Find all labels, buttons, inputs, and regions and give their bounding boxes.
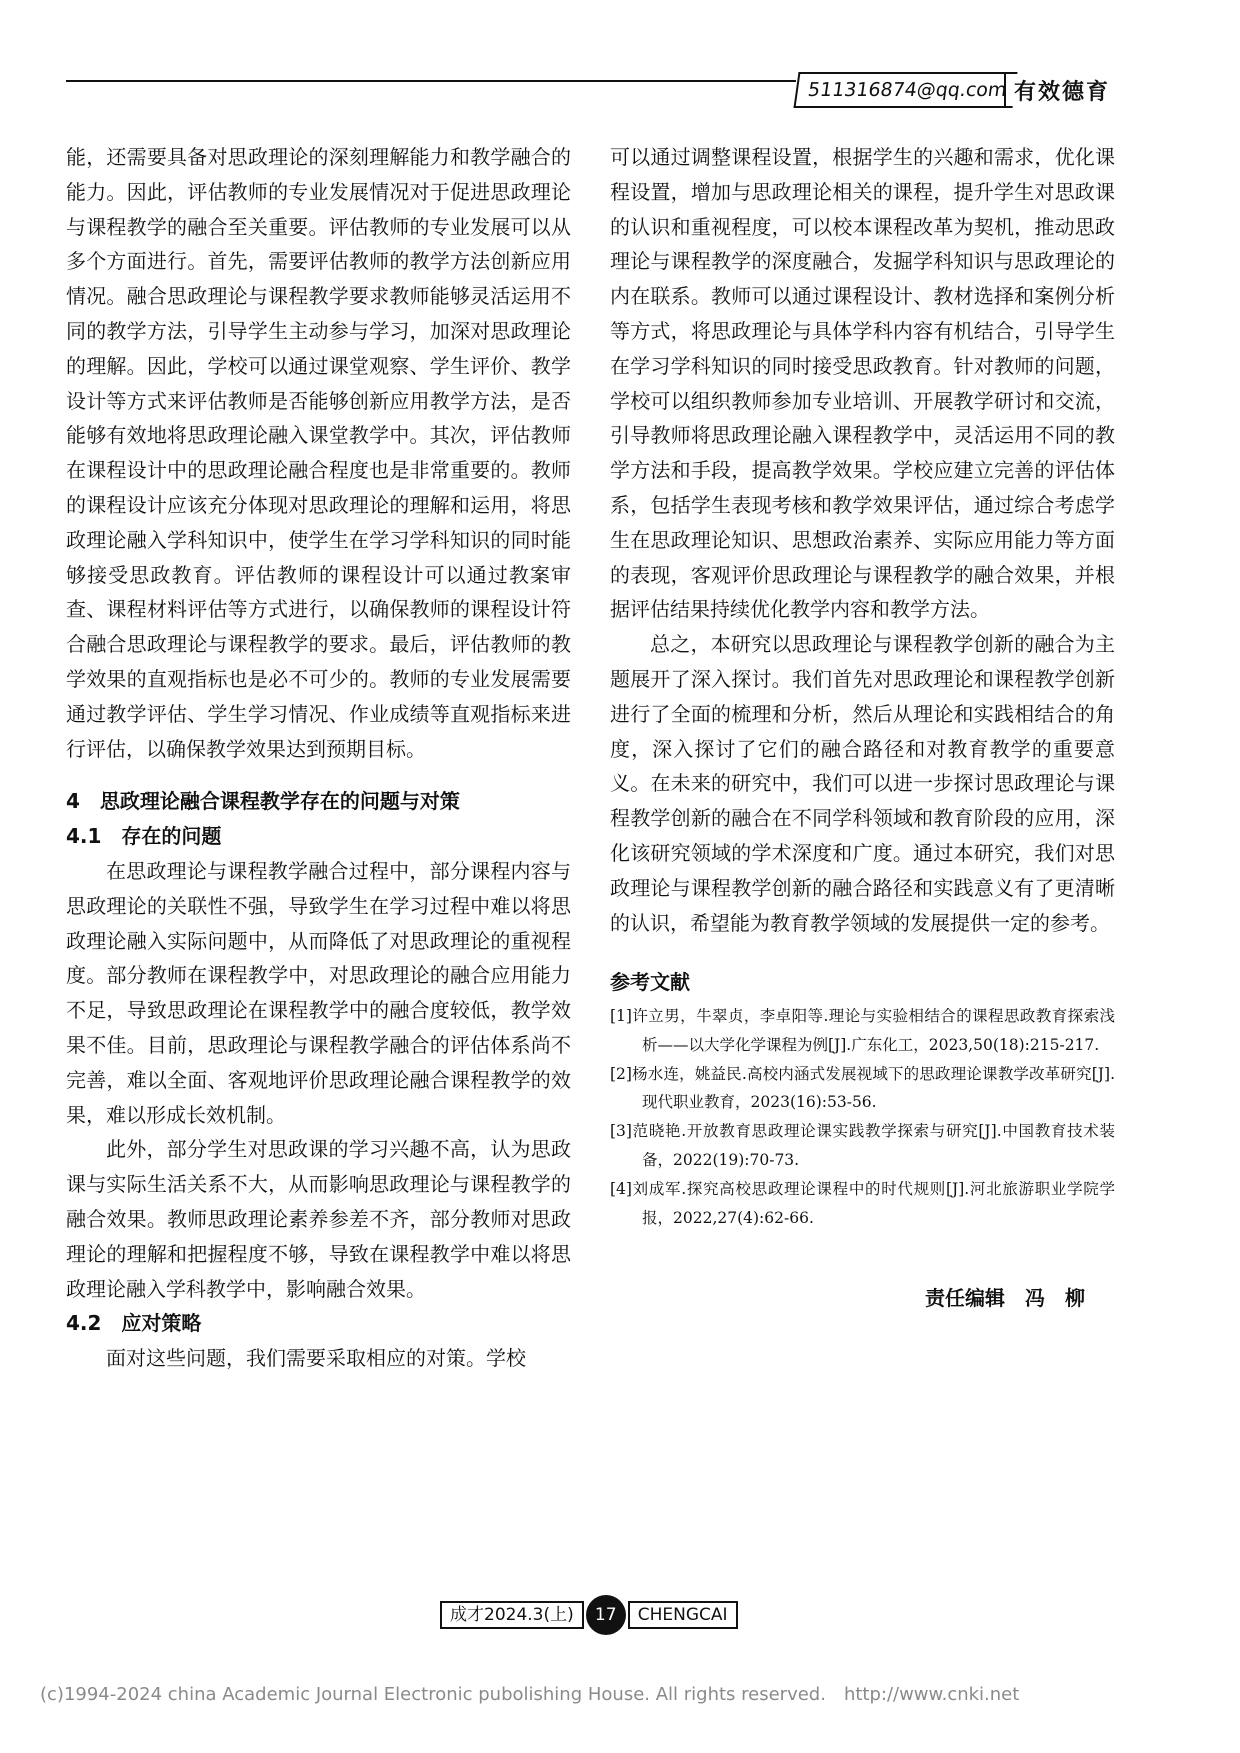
copyright-notice: (c)1994-2024 china Academic Journal Electronic pubolishing House. All rights reserved. http://www.cnki.net — [40, 1684, 1020, 1705]
paragraph: 面对这些问题，我们需要采取相应的对策。学校 — [106, 1346, 526, 1371]
header-rule — [66, 80, 796, 82]
footer-journal-issue: 成才2024.3(上) — [440, 1601, 584, 1629]
references-title: 参考文献 — [610, 970, 690, 994]
responsible-editor: 责任编辑 冯 柳 — [925, 1286, 1085, 1310]
paragraph: 在思政理论与课程教学融合过程中，部分课程内容与思政理论的关联性不强，导致学生在学习过程中难以将思政理论融入实际问题中，从而降低了对思政理论的重视程度。部分教师在课程教学中，对思政理论的融合应用能力不足，导致思政理论在课程教学中的融合度较低，教学效果不佳。目前，思政理论与课程教学融合的评估体系尚不完善，难以全面、客观地评价思政理论融合课程教学的效果，难以形成长效机制。 — [66, 858, 571, 1127]
paragraph: 总之，本研究以思政理论与课程教学创新的融合为主题展开了深入探讨。我们首先对思政理论和课程教学创新进行了全面的梳理和分析，然后从理论和实践相结合的角度，深入探讨了它们的融合路径和对教育教学的重要意义。在未来的研究中，我们可以进一步探讨思政理论与课程教学创新的融合在不同学科领域和教育阶段的应用，深化该研究领域的学术深度和广度。通过本研究，我们对思政理论与课程教学创新的融合路径和实践意义有了更清晰的认识，希望能为教育教学领域的发展提供一定的参考。 — [610, 632, 1115, 935]
page-number: 17 — [586, 1595, 626, 1635]
paragraph: 此外，部分学生对思政课的学习兴趣不高，认为思政课与实际生活关系不大，从而影响思政理论与课程教学的融合效果。教师思政理论素养参差不齐，部分教师对思政理论的理解和把握程度不够，导致在课程教学中难以将思政理论融入学科教学中，影响融合效果。 — [66, 1137, 571, 1301]
right-column — [610, 140, 1115, 940]
subsection-heading: 4.2 应对策略 — [66, 1311, 202, 1336]
subsection-heading: 4.1 存在的问题 — [66, 824, 222, 849]
section-heading: 4 思政理论融合课程教学存在的问题与对策 — [66, 789, 460, 814]
left-column — [66, 140, 571, 1376]
reference-item: [3]范晓艳.开放教育思政理论课实践教学探索与研究[J].中国教育技术装备，2022(19):70-73. — [610, 1122, 1115, 1169]
spacer — [66, 766, 571, 784]
header-brand: 有效德育 — [1004, 74, 1110, 106]
reference-item: [4]刘成军.探究高校思政理论课程中的时代规则[J].河北旅游职业学院学报，2022,27(4):62-66. — [610, 1179, 1115, 1227]
header-email: 511316874@qq.com — [793, 72, 1017, 108]
footer-journal-name: CHENGCAI — [628, 1601, 738, 1629]
reference-item: [2]杨水连，姚益民.高校内涵式发展视域下的思政理论课教学改革研究[J].现代职业教育，2023(16):53-56. — [610, 1064, 1115, 1112]
paragraph: 可以通过调整课程设置，根据学生的兴趣和需求，优化课程设置，增加与思政理论相关的课程，提升学生对思政课的认识和重视程度，可以校本课程改革为契机，推动思政理论与课程教学的深度融合，发掘学科知识与思政理论的内在联系。教师可以通过课程设计、教材选择和案例分析等方式，将思政理论与具体学科内容有机结合，引导学生在学习学科知识的同时接受思政教育。针对教师的问题，学校可以组织教师参加专业培训、开展教学研讨和交流，引导教师将思政理论融入课程教学中，灵活运用不同的教学方法和手段，提高教学效果。学校应建立完善的评估体系，包括学生表现考核和教学效果评估，通过综合考虑学生在思政理论知识、思想政治素养、实际应用能力等方面的表现，客观评价思政理论与课程教学的融合效果，并根据评估结果持续优化教学内容和教学方法。 — [610, 145, 1115, 622]
references-list — [610, 1002, 1115, 1232]
reference-item: [1]许立男，牛翠贞，李卓阳等.理论与实验相结合的课程思政教育探索浅析——以大学化学课程为例[J].广东化工，2023,50(18):215-217. — [610, 1007, 1115, 1054]
paragraph: 能，还需要具备对思政理论的深刻理解能力和教学融合的能力。因此，评估教师的专业发展情况对于促进思政理论与课程教学的融合至关重要。评估教师的专业发展可以从多个方面进行。首先，需要评估教师的教学方法创新应用情况。融合思政理论与课程教学要求教师能够灵活运用不同的教学方法，引导学生主动参与学习，加深对思政理论的理解。因此，学校可以通过课堂观察、学生评价、教学设计等方式来评估教师是否能够创新应用教学方法，是否能够有效地将思政理论融入课堂教学中。其次，评估教师在课程设计中的思政理论融合程度也是非常重要的。教师的课程设计应该充分体现对思政理论的理解和运用，将思政理论融入学科知识中，使学生在学习学科知识的同时能够接受思政教育。评估教师的课程设计可以通过教案审查、课程材料评估等方式进行，以确保教师的课程设计符合融合思政理论与课程教学的要求。最后，评估教师的教学效果的直观指标也是必不可少的。教师的专业发展需要通过教学评估、学生学习情况、作业成绩等直观指标来进行评估，以确保教学效果达到预期目标。 — [66, 145, 571, 761]
page-footer — [440, 1598, 738, 1632]
